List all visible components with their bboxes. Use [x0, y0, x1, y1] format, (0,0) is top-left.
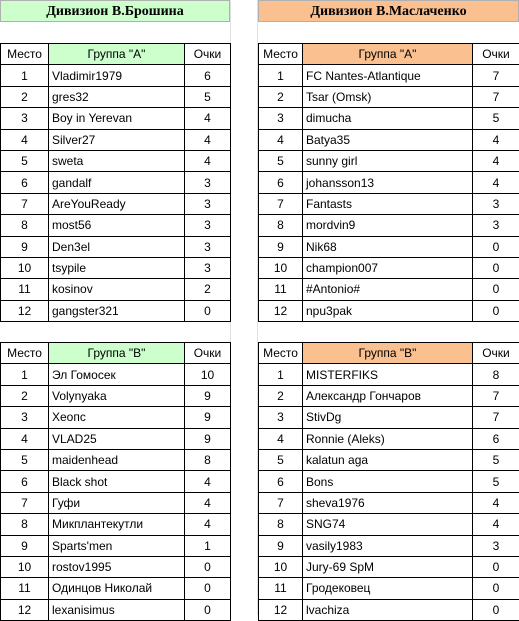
cell-name[interactable]: Jury-69 SpM: [303, 556, 473, 577]
cell-points[interactable]: 4: [185, 492, 231, 513]
cell-points[interactable]: 9: [185, 385, 231, 406]
cell-points[interactable]: 3: [185, 172, 231, 193]
cell-place[interactable]: 7: [259, 492, 303, 513]
cell-name[interactable]: StivDg: [303, 407, 473, 428]
cell-name[interactable]: Tsar (Omsk): [303, 86, 473, 107]
cell-place[interactable]: 8: [259, 215, 303, 236]
cell-place[interactable]: 5: [1, 449, 49, 470]
cell-name[interactable]: SNG74: [303, 514, 473, 535]
cell-name[interactable]: Bons: [303, 471, 473, 492]
cell-name[interactable]: Nik68: [303, 236, 473, 257]
cell-place[interactable]: 11: [1, 578, 49, 599]
table-row: [259, 449, 519, 470]
cell-place[interactable]: 1: [1, 65, 49, 86]
table-right-group-a: [258, 43, 519, 322]
cell-points[interactable]: 5: [473, 108, 519, 129]
cell-place[interactable]: 2: [1, 86, 49, 107]
table-row: [1, 599, 231, 620]
cell-place[interactable]: 1: [259, 364, 303, 385]
cell-points[interactable]: 0: [473, 556, 519, 577]
cell-name[interactable]: Sparts'men: [49, 535, 185, 556]
cell-place[interactable]: 9: [1, 236, 49, 257]
cell-name[interactable]: Fantasts: [303, 193, 473, 214]
cell-points[interactable]: 4: [185, 514, 231, 535]
table-row: [1, 428, 231, 449]
cell-place[interactable]: 10: [259, 556, 303, 577]
table-row: [1, 385, 231, 406]
table-header-row: [1, 44, 231, 65]
cell-points[interactable]: 3: [473, 535, 519, 556]
cell-name[interactable]: johansson13: [303, 172, 473, 193]
table-row: [259, 535, 519, 556]
cell-place[interactable]: 4: [1, 129, 49, 150]
table-row: [1, 556, 231, 577]
table-row: [1, 471, 231, 492]
table-row: [259, 129, 519, 150]
cell-points[interactable]: 9: [185, 428, 231, 449]
table-row: [1, 129, 231, 150]
cell-points[interactable]: 6: [185, 65, 231, 86]
cell-place[interactable]: 4: [259, 428, 303, 449]
cell-name[interactable]: FC Nantes-Atlantique: [303, 65, 473, 86]
cell-place[interactable]: 8: [1, 215, 49, 236]
table-row: [259, 599, 519, 620]
header-cell-group[interactable]: Группа "А": [49, 44, 185, 65]
cell-points[interactable]: 5: [473, 471, 519, 492]
cell-name[interactable]: Ronnie (Aleks): [303, 428, 473, 449]
cell-place[interactable]: 10: [1, 257, 49, 278]
table-row: [259, 364, 519, 385]
cell-points[interactable]: 0: [473, 236, 519, 257]
cell-name[interactable]: Микплантекутли: [49, 514, 185, 535]
cell-place[interactable]: 1: [259, 65, 303, 86]
table-row: [259, 108, 519, 129]
cell-place[interactable]: 8: [259, 514, 303, 535]
cell-points[interactable]: 4: [473, 514, 519, 535]
cell-name[interactable]: gres32: [49, 86, 185, 107]
cell-name[interactable]: Boy in Yerevan: [49, 108, 185, 129]
cell-name[interactable]: dimucha: [303, 108, 473, 129]
cell-name[interactable]: lvachiza: [303, 599, 473, 620]
cell-name[interactable]: most56: [49, 215, 185, 236]
cell-name[interactable]: lexanisimus: [49, 599, 185, 620]
cell-points[interactable]: 4: [473, 150, 519, 171]
cell-place[interactable]: 3: [259, 108, 303, 129]
cell-place[interactable]: 8: [1, 514, 49, 535]
cell-place[interactable]: 11: [259, 279, 303, 300]
table-row: [259, 86, 519, 107]
cell-points[interactable]: 3: [185, 193, 231, 214]
cell-place[interactable]: 6: [1, 471, 49, 492]
cell-name[interactable]: Volynyaka: [49, 385, 185, 406]
cell-name[interactable]: Хеопс: [49, 407, 185, 428]
cell-place[interactable]: 11: [259, 578, 303, 599]
cell-place[interactable]: 6: [259, 471, 303, 492]
cell-name[interactable]: Silver27: [49, 129, 185, 150]
table-row: [1, 108, 231, 129]
header-cell-place[interactable]: Место: [259, 343, 303, 364]
cell-place[interactable]: 7: [1, 193, 49, 214]
cell-place[interactable]: 2: [259, 385, 303, 406]
table-row: [1, 364, 231, 385]
cell-place[interactable]: 2: [1, 385, 49, 406]
cell-name[interactable]: rostov1995: [49, 556, 185, 577]
cell-points[interactable]: 3: [473, 215, 519, 236]
cell-points[interactable]: 7: [473, 407, 519, 428]
cell-name[interactable]: Александр Гончаров: [303, 385, 473, 406]
cell-place[interactable]: 12: [1, 300, 49, 321]
cell-points[interactable]: 4: [473, 492, 519, 513]
cell-name[interactable]: kosinov: [49, 279, 185, 300]
cell-place[interactable]: 3: [1, 108, 49, 129]
cell-place[interactable]: 3: [1, 407, 49, 428]
table-row: [259, 471, 519, 492]
cell-name[interactable]: kalatun aga: [303, 449, 473, 470]
cell-place[interactable]: 5: [259, 449, 303, 470]
cell-name[interactable]: Batya35: [303, 129, 473, 150]
table-row: [259, 257, 519, 278]
cell-points[interactable]: 5: [473, 449, 519, 470]
table-row: [1, 150, 231, 171]
table-row: [1, 257, 231, 278]
cell-name[interactable]: gangster321: [49, 300, 185, 321]
header-cell-group[interactable]: Группа "В": [49, 343, 185, 364]
table-row: [259, 300, 519, 321]
cell-points[interactable]: 0: [473, 257, 519, 278]
header-cell-group[interactable]: Группа "А": [303, 44, 473, 65]
cell-points[interactable]: 3: [473, 193, 519, 214]
cell-place[interactable]: 4: [259, 129, 303, 150]
table-row: [1, 407, 231, 428]
table-row: [259, 193, 519, 214]
table-row: [1, 236, 231, 257]
cell-place[interactable]: 5: [1, 150, 49, 171]
cell-name[interactable]: Гуфи: [49, 492, 185, 513]
table-row: [259, 492, 519, 513]
division-title-left[interactable]: Дивизион В.Брошина: [0, 0, 230, 22]
cell-name[interactable]: AreYouReady: [49, 193, 185, 214]
table-row: [1, 279, 231, 300]
cell-points[interactable]: 6: [473, 428, 519, 449]
cell-points[interactable]: 3: [185, 257, 231, 278]
cell-points[interactable]: 10: [185, 364, 231, 385]
cell-points[interactable]: 3: [185, 236, 231, 257]
cell-place[interactable]: 9: [259, 535, 303, 556]
table-row: [259, 150, 519, 171]
cell-name[interactable]: VLAD25: [49, 428, 185, 449]
cell-points[interactable]: 0: [185, 599, 231, 620]
cell-points[interactable]: 0: [185, 300, 231, 321]
table-row: [1, 514, 231, 535]
table-left-group-a: [0, 43, 231, 322]
cell-place[interactable]: 9: [259, 236, 303, 257]
cell-points[interactable]: 4: [185, 108, 231, 129]
table-row: [1, 449, 231, 470]
cell-points[interactable]: 0: [473, 599, 519, 620]
cell-points[interactable]: 8: [185, 449, 231, 470]
table-row: [1, 172, 231, 193]
cell-place[interactable]: 12: [1, 599, 49, 620]
cell-name[interactable]: #Antonio#: [303, 279, 473, 300]
cell-name[interactable]: Гродековец: [303, 578, 473, 599]
cell-name[interactable]: sunny girl: [303, 150, 473, 171]
table-row: [1, 215, 231, 236]
cell-place[interactable]: 9: [1, 535, 49, 556]
cell-place[interactable]: 2: [259, 86, 303, 107]
cell-points[interactable]: 7: [473, 65, 519, 86]
cell-place[interactable]: 12: [259, 300, 303, 321]
cell-name[interactable]: sheva1976: [303, 492, 473, 513]
table-header-row: [1, 343, 231, 364]
cell-place[interactable]: 4: [1, 428, 49, 449]
cell-name[interactable]: maidenhead: [49, 449, 185, 470]
table-row: [259, 65, 519, 86]
cell-name[interactable]: MISTERFIKS: [303, 364, 473, 385]
table-row: [1, 300, 231, 321]
cell-points[interactable]: 7: [473, 86, 519, 107]
table-left-group-b: [0, 342, 231, 621]
table-row: [259, 556, 519, 577]
table-row: [259, 385, 519, 406]
header-cell-points[interactable]: Очки: [185, 343, 231, 364]
table-row: [259, 578, 519, 599]
cell-place[interactable]: 11: [1, 279, 49, 300]
table-row: [1, 65, 231, 86]
cell-place[interactable]: 7: [259, 193, 303, 214]
cell-name[interactable]: gandalf: [49, 172, 185, 193]
cell-place[interactable]: 5: [259, 150, 303, 171]
table-header-row: [259, 44, 519, 65]
cell-points[interactable]: 0: [473, 279, 519, 300]
cell-place[interactable]: 3: [259, 407, 303, 428]
cell-name[interactable]: Den3el: [49, 236, 185, 257]
header-cell-points[interactable]: Очки: [473, 343, 519, 364]
cell-name[interactable]: champion007: [303, 257, 473, 278]
cell-points[interactable]: 0: [185, 578, 231, 599]
cell-points[interactable]: 4: [185, 150, 231, 171]
cell-points[interactable]: 0: [185, 556, 231, 577]
table-row: [259, 172, 519, 193]
table-row: [259, 279, 519, 300]
cell-name[interactable]: npu3pak: [303, 300, 473, 321]
cell-place[interactable]: 12: [259, 599, 303, 620]
cell-place[interactable]: 10: [259, 257, 303, 278]
cell-points[interactable]: 3: [185, 215, 231, 236]
table-row: [1, 492, 231, 513]
cell-points[interactable]: 4: [185, 471, 231, 492]
table-row: [259, 236, 519, 257]
cell-points[interactable]: 5: [185, 86, 231, 107]
header-cell-points[interactable]: Очки: [473, 44, 519, 65]
cell-place[interactable]: 1: [1, 364, 49, 385]
cell-points[interactable]: 0: [473, 578, 519, 599]
division-title-right[interactable]: Дивизион В.Маслаченко: [258, 0, 519, 22]
cell-place[interactable]: 7: [1, 492, 49, 513]
table-row: [1, 535, 231, 556]
cell-name[interactable]: Одинцов Николай: [49, 578, 185, 599]
table-header-row: [259, 343, 519, 364]
cell-points[interactable]: 4: [185, 129, 231, 150]
cell-points[interactable]: 1: [185, 535, 231, 556]
header-cell-place[interactable]: Место: [1, 44, 49, 65]
header-cell-points[interactable]: Очки: [185, 44, 231, 65]
header-cell-group[interactable]: Группа "В": [303, 343, 473, 364]
cell-name[interactable]: sweta: [49, 150, 185, 171]
table-row: [259, 514, 519, 535]
cell-place[interactable]: 6: [1, 172, 49, 193]
column-separator: [230, 0, 258, 615]
cell-name[interactable]: Эл Гомосек: [49, 364, 185, 385]
table-row: [259, 407, 519, 428]
header-cell-place[interactable]: Место: [1, 343, 49, 364]
cell-points[interactable]: 4: [473, 172, 519, 193]
cell-points[interactable]: 7: [473, 385, 519, 406]
cell-name[interactable]: vasily1983: [303, 535, 473, 556]
cell-name[interactable]: Vladimir1979: [49, 65, 185, 86]
table-row: [1, 193, 231, 214]
cell-points[interactable]: 8: [473, 364, 519, 385]
cell-name[interactable]: Black shot: [49, 471, 185, 492]
table-right-group-b: [258, 342, 519, 621]
cell-place[interactable]: 6: [259, 172, 303, 193]
cell-points[interactable]: 2: [185, 279, 231, 300]
cell-name[interactable]: tsypile: [49, 257, 185, 278]
table-row: [1, 86, 231, 107]
cell-points[interactable]: 9: [185, 407, 231, 428]
cell-points[interactable]: 4: [473, 129, 519, 150]
table-row: [1, 578, 231, 599]
cell-place[interactable]: 10: [1, 556, 49, 577]
cell-name[interactable]: mordvin9: [303, 215, 473, 236]
cell-points[interactable]: 0: [473, 300, 519, 321]
table-row: [259, 215, 519, 236]
header-cell-place[interactable]: Место: [259, 44, 303, 65]
table-row: [259, 428, 519, 449]
